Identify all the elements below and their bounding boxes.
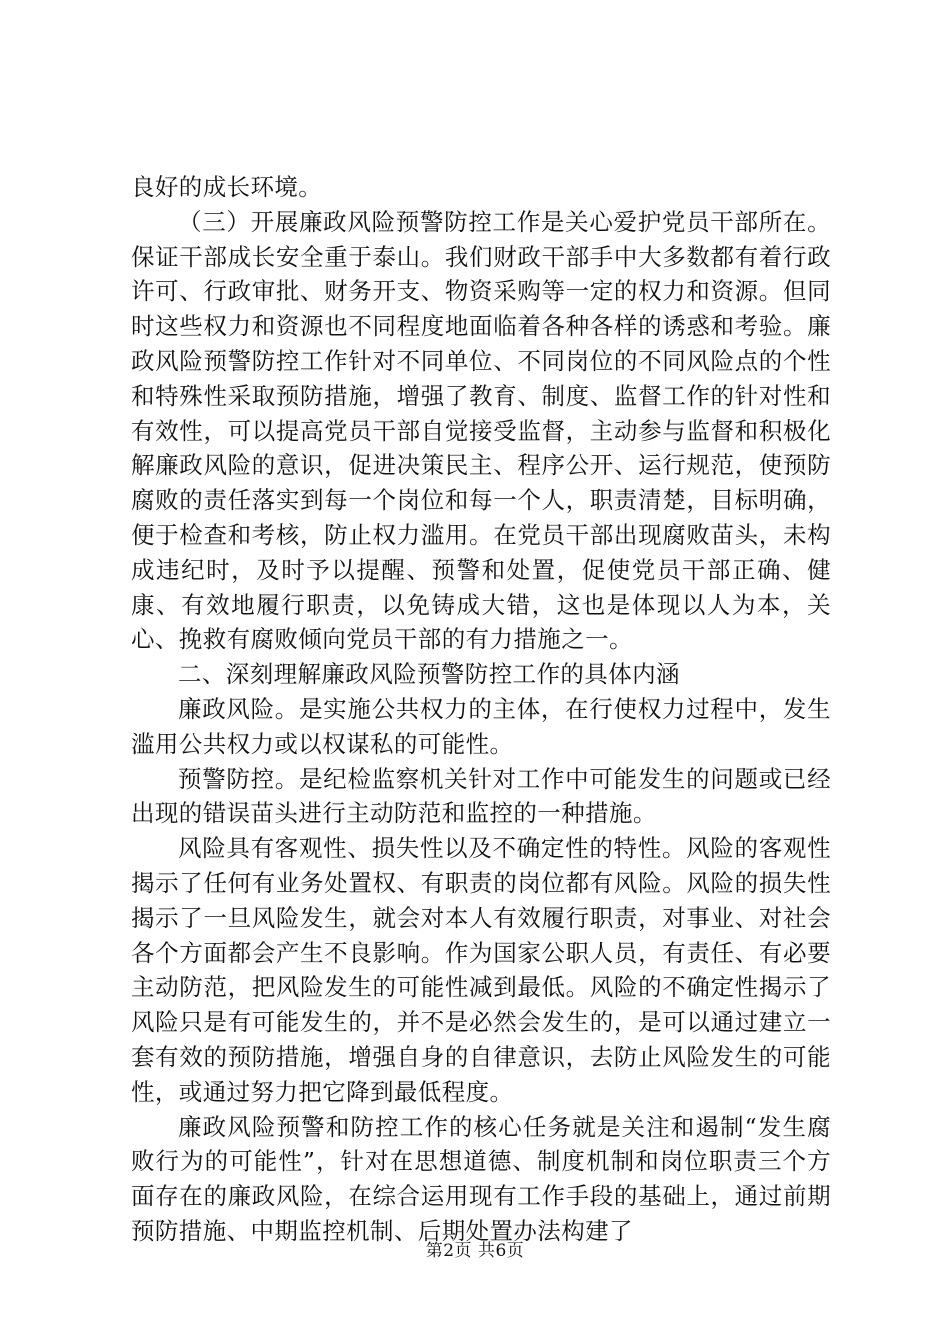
- paragraph-core-task: 廉政风险预警和防控工作的核心任务就是关注和遏制“发生腐败行为的可能性”，针对在思想道德、制度机制和岗位职责三个方面存在的廉政风险，在综合运用现有工作手段的基础上，通过前期预防措施、中期监控机制、后期处置办法构建了: [131, 1112, 831, 1245]
- page-number-footer: 第2页 共6页: [425, 1241, 525, 1261]
- section-heading-two: 二、深刻理解廉政风险预警防控工作的具体内涵: [178, 660, 680, 689]
- paragraph-definition-warning: 预警防控。是纪检监察机关针对工作中可能发生的问题或已经出现的错误苗头进行主动防范和监控的一种措施。: [131, 764, 831, 828]
- paragraph-risk-characteristics: 风险具有客观性、损失性以及不确定性的特性。风险的客观性揭示了任何有业务处置权、有职责的岗位都有风险。风险的损失性揭示了一旦风险发生，就会对本人有效履行职责，对事业、对社会各个方面都会产生不良影响。作为国家公职人员，有责任、有必要主动防范，把风险发生的可能性减到最低。风险的不确定性揭示了风险只是有可能发生的，并不是必然会发生的，是可以通过建立一套有效的预防措施，增强自身的自律意识，去防止风险发生的可能性，或通过努力把它降到最低程度。: [131, 834, 831, 1106]
- paragraph-continuation: 良好的成长环境。: [131, 173, 323, 201]
- paragraph-section-three: （三）开展廉政风险预警防控工作是关心爱护党员干部所在。保证干部成长安全重于泰山。我们财政干部手中大多数都有着行政许可、行政审批、财务开支、物资采购等一定的权力和资源。但同时这些权力和资源也不同程度地面临着各种各样的诱惑和考验。廉政风险预警防控工作针对不同单位、不同岗位的不同风险点的个性和特殊性采取预防措施，增强了教育、制度、监督工作的针对性和有效性，可以提高党员干部自觉接受监督，主动参与监督和积极化解廉政风险的意识，促进决策民主、程序公开、运行规范，使预防腐败的责任落实到每一个岗位和每一个人，职责清楚，目标明确，便于检查和考核，防止权力滥用。在党员干部出现腐败苗头，未构成违纪时，及时予以提醒、预警和处置，促使党员干部正确、健康、有效地履行职责，以免铸成大错，这也是体现以人为本，关心、挽救有腐败倾向党员干部的有力措施之一。: [131, 207, 831, 654]
- document-body: [131, 170, 831, 1249]
- paragraph-definition-risk: 廉政风险。是实施公共权力的主体，在行使权力过程中，发生滥用公共权力或以权谋私的可能性。: [131, 694, 831, 758]
